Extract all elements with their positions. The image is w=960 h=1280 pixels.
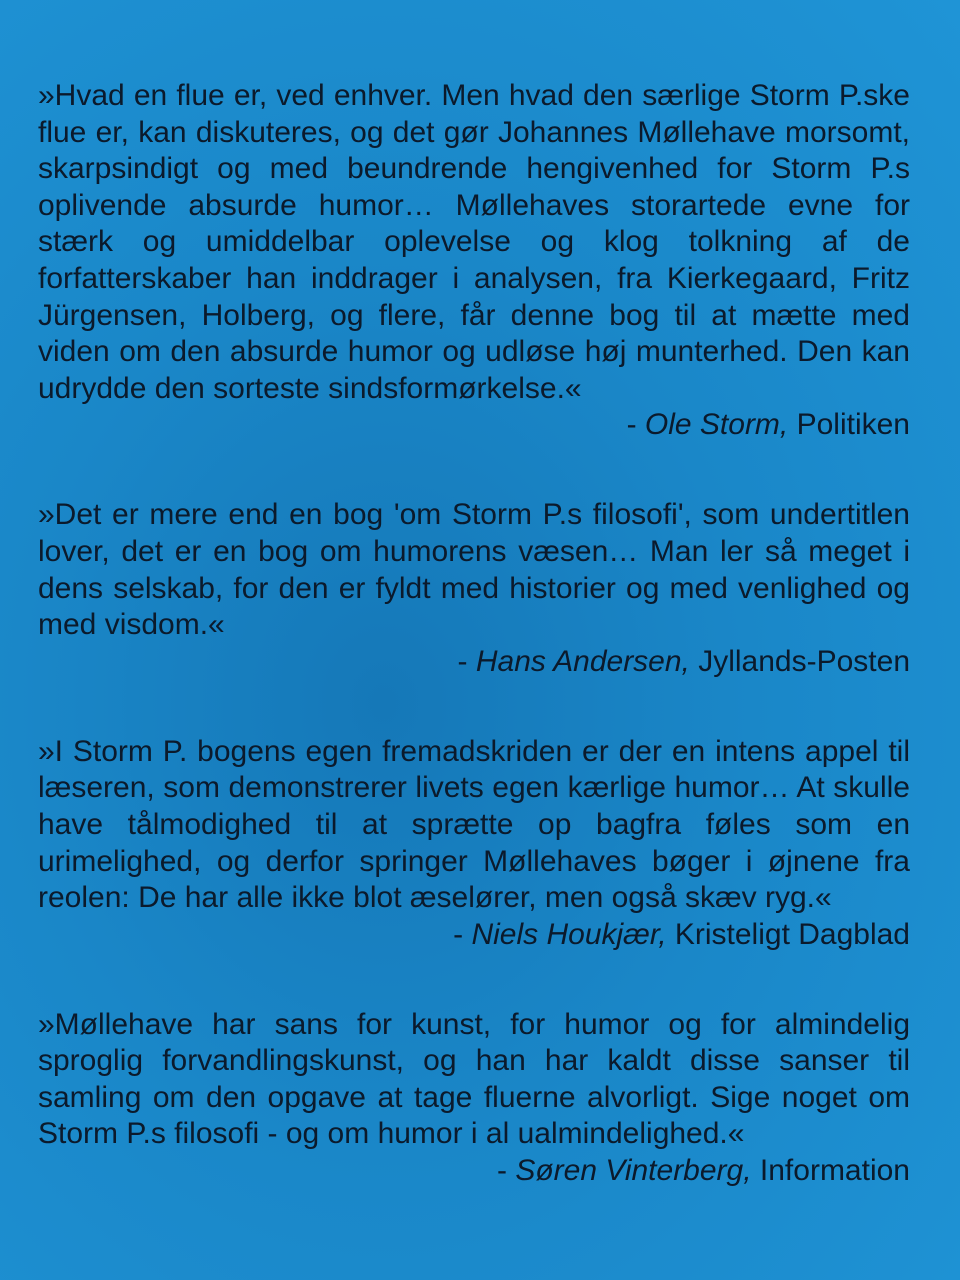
critic-name: Ole Storm, <box>644 408 789 442</box>
review-2 <box>38 497 910 679</box>
review-attribution <box>38 1153 910 1189</box>
publication-name: Jyllands-Posten <box>689 644 910 678</box>
review-quote: »I Storm P. bogens egen fremadskriden er der en intens appel til læseren, som demonstrerer livets egen kærlige humor… At skulle have tålmodighed til at sprætte op bagfra føles som en urimelighed, og derfor springer Møllehaves bøger i øjnene fra reolen: De har alle ikke blot æselører, men også skæv ryg.« <box>38 734 910 915</box>
review-3 <box>38 734 910 953</box>
review-quote: »Det er mere end en bog 'om Storm P.s filosofi', som undertitlen lover, det er en bog om humorens væsen… Man ler så meget i dens selskab, for den er fyldt med historier og med venlighed og med visdom.« <box>38 498 910 642</box>
review-4 <box>38 1007 910 1189</box>
review-attribution <box>38 407 910 443</box>
attribution-dash: - <box>626 408 645 442</box>
critic-name: Niels Houkjær, <box>471 917 667 951</box>
critic-name: Hans Andersen, <box>475 644 690 678</box>
publication-name: Politiken <box>788 408 910 442</box>
critic-name: Søren Vinterberg, <box>515 1154 752 1188</box>
attribution-dash: - <box>457 644 476 678</box>
publication-name: Information <box>751 1154 910 1188</box>
review-attribution <box>38 644 910 680</box>
review-attribution <box>38 917 910 953</box>
publication-name: Kristeligt Dagblad <box>666 917 910 951</box>
review-1 <box>38 78 910 443</box>
review-quote: »Hvad en flue er, ved enhver. Men hvad den særlige Storm P.ske flue er, kan diskuteres, og det gør Johannes Møllehave morsomt, skarpsindigt og med beundrende hengivenhed for Storm P.s oplivende absurde humor… Møllehaves storartede evne for stærk og umiddelbar oplevelse og klog tolkning af de forfatterskaber han inddrager i analysen, fra Kierkegaard, Fritz Jürgensen, Holberg, og flere, får denne bog til at mætte med viden om den absurde humor og udløse høj munterhed. Den kan udrydde den sorteste sindsformørkelse.« <box>38 79 910 405</box>
attribution-dash: - <box>453 917 472 951</box>
attribution-dash: - <box>497 1154 516 1188</box>
review-quote: »Møllehave har sans for kunst, for humor og for almindelig sproglig forvandlingskunst, og han har kaldt disse sanser til samling om den opgave at tage fluerne alvorligt. Sige noget om Storm P.s filosofi - og om humor i al ualmindelighed.« <box>38 1007 910 1151</box>
